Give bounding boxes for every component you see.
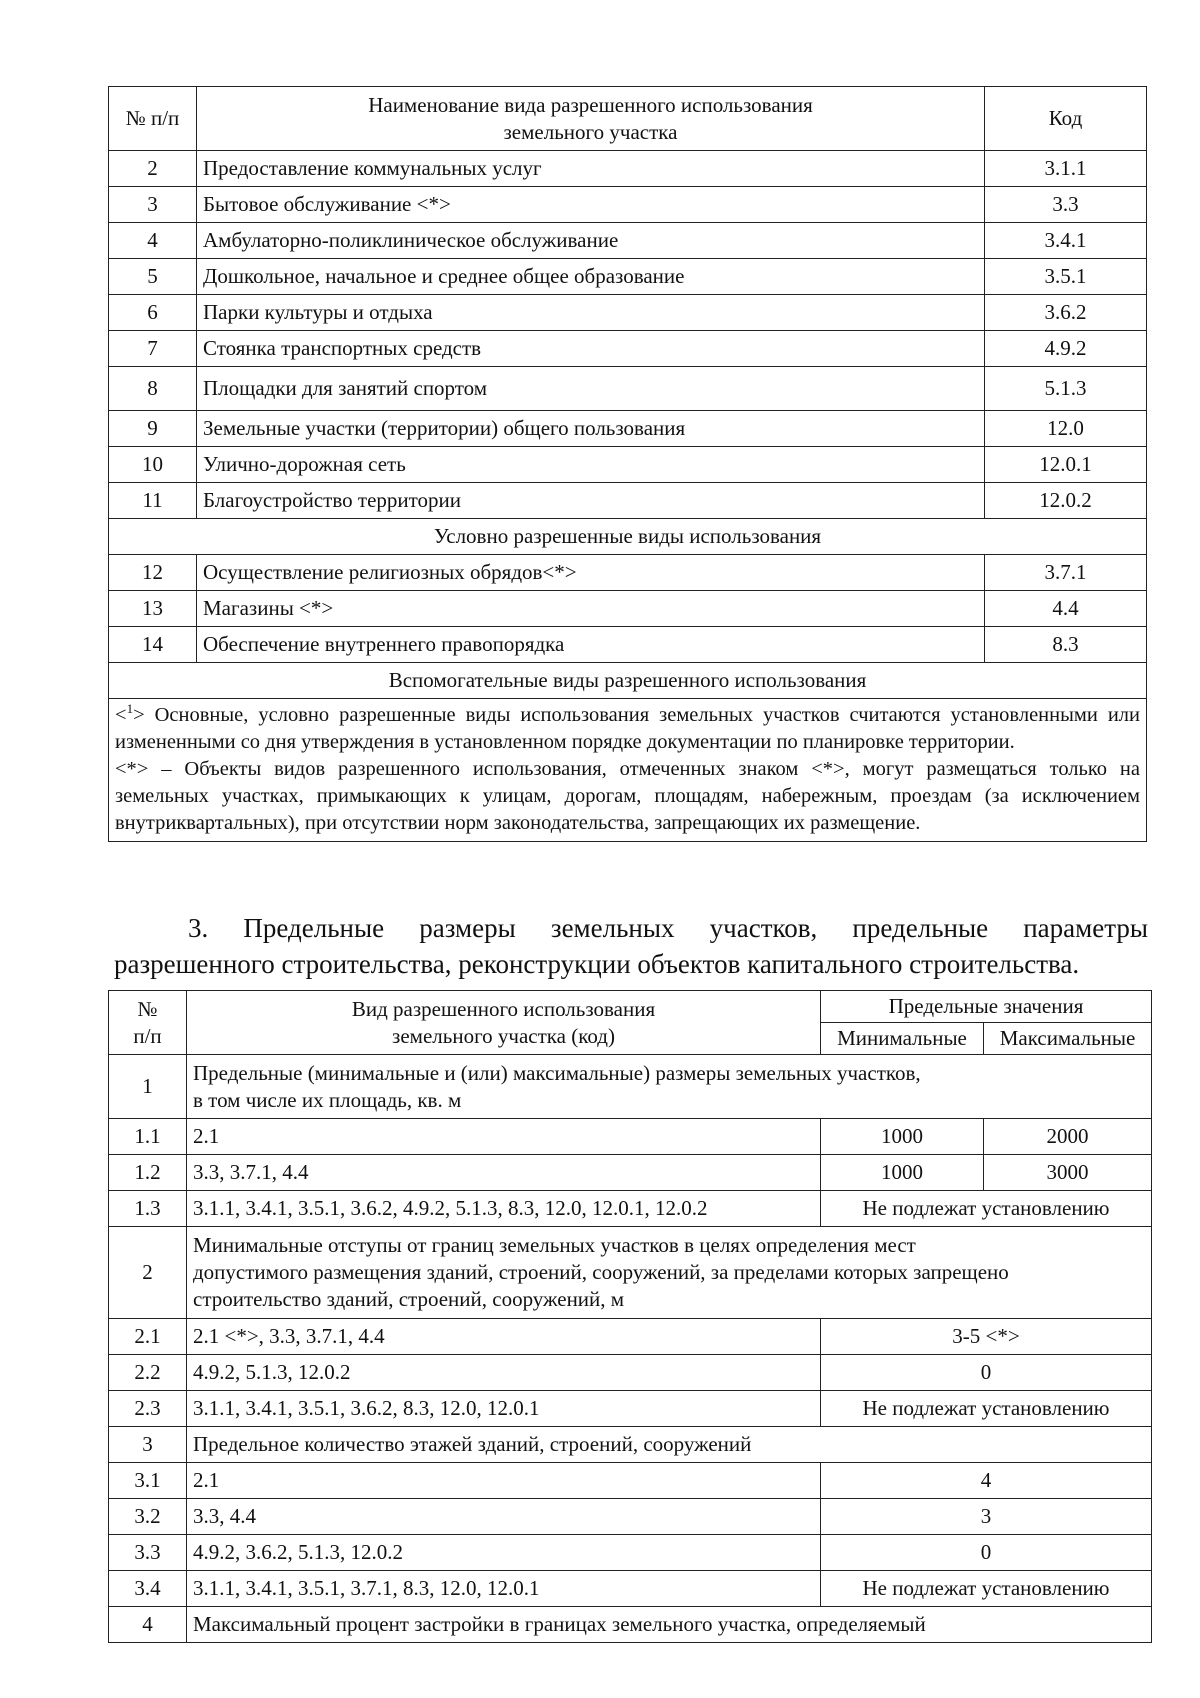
table-row: 11 Благоустройство территории 12.0.2 bbox=[109, 483, 1147, 519]
section-row: 3 Предельное количество этажей зданий, строений, сооружений bbox=[109, 1427, 1152, 1463]
table-header-row bbox=[109, 991, 1152, 1023]
section-row bbox=[109, 519, 1147, 555]
notes-row bbox=[109, 699, 1147, 842]
table-row: 3.4 3.1.1, 3.4.1, 3.5.1, 3.7.1, 8.3, 12.0, 12.0.1 Не подлежат установлению bbox=[109, 1571, 1152, 1607]
table-row: 2.3 3.1.1, 3.4.1, 3.5.1, 3.6.2, 8.3, 12.0, 12.0.1 Не подлежат установлению bbox=[109, 1391, 1152, 1427]
section-row: 4 Максимальный процент застройки в границах земельного участка, определяемый bbox=[109, 1607, 1152, 1643]
table-row: 12 Осуществление религиозных обрядов<*> 3.7.1 bbox=[109, 555, 1147, 591]
section-row: 1 Предельные (минимальные и (или) максимальные) размеры земельных участков, в том числе их площадь, кв. м bbox=[109, 1055, 1152, 1119]
header-limits: Предельные значения bbox=[821, 991, 1152, 1023]
section-row bbox=[109, 663, 1147, 699]
table-row: 8 Площадки для занятий спортом 5.1.3 bbox=[109, 367, 1147, 411]
table-row: 1.2 3.3, 3.7.1, 4.4 1000 3000 bbox=[109, 1155, 1152, 1191]
header-num: № п/п bbox=[109, 991, 187, 1055]
table-row: 2.2 4.9.2, 5.1.3, 12.0.2 0 bbox=[109, 1355, 1152, 1391]
table-header-row bbox=[109, 87, 1147, 151]
table-row: 2 Предоставление коммунальных услуг 3.1.1 bbox=[109, 151, 1147, 187]
section-row: 2 Минимальные отступы от границ земельных участков в целях определения мест допустимого размещения зданий, строений, сооружений, за пределами которых запрещено строительство зданий, строений, сооружений, м bbox=[109, 1227, 1152, 1319]
permitted-use-table bbox=[108, 86, 1147, 842]
table-row: 10 Улично-дорожная сеть 12.0.1 bbox=[109, 447, 1147, 483]
header-num: № п/п bbox=[109, 87, 197, 151]
table-row: 4 Амбулаторно-поликлиническое обслуживание 3.4.1 bbox=[109, 223, 1147, 259]
table-row: 13 Магазины <*> 4.4 bbox=[109, 591, 1147, 627]
footnotes bbox=[109, 699, 1147, 842]
table-row: 14 Обеспечение внутреннего правопорядка 8.3 bbox=[109, 627, 1147, 663]
table-row: 2.1 2.1 <*>, 3.3, 3.7.1, 4.4 3-5 <*> bbox=[109, 1319, 1152, 1355]
table-row: 5 Дошкольное, начальное и среднее общее образование 3.5.1 bbox=[109, 259, 1147, 295]
conditional-title: Условно разрешенные виды использования bbox=[109, 519, 1147, 555]
table-row: 9 Земельные участки (территории) общего пользования 12.0 bbox=[109, 411, 1147, 447]
section-3-heading: 3. Предельные размеры земельных участков, предельные параметры разрешенного строительства, реконструкции объектов капитального строительства. bbox=[114, 913, 1148, 979]
header-max: Максимальные bbox=[984, 1023, 1152, 1055]
header-name: Наименование вида разрешенного использования земельного участка bbox=[197, 87, 985, 151]
table-row: 3 Бытовое обслуживание <*> 3.3 bbox=[109, 187, 1147, 223]
limits-table bbox=[108, 990, 1152, 1643]
footnote-asterisk: <*> – Объекты видов разрешенного использования, отмеченных знаком <*>, могут размещаться только на земельных участках, примыкающих к улицам, дорогам, площадям, набережным, проездам (за исключением внутриквартальных), при отсутствии норм законодательства, запрещающих их размещение. bbox=[115, 758, 1140, 834]
header-code: Код bbox=[985, 87, 1147, 151]
table-row: 7 Стоянка транспортных средств 4.9.2 bbox=[109, 331, 1147, 367]
header-type: Вид разрешенного использования земельного участка (код) bbox=[187, 991, 821, 1055]
table-row: 1.1 2.1 1000 2000 bbox=[109, 1119, 1152, 1155]
header-min: Минимальные bbox=[821, 1023, 984, 1055]
footnote-1: <$^1$> Основные, условно разрешенные виды использования земельных участков считаются установленными или измененными со дня утверждения в установленном порядке документации по планировке территории. bbox=[115, 701, 1140, 753]
table-row: 1.3 3.1.1, 3.4.1, 3.5.1, 3.6.2, 4.9.2, 5.1.3, 8.3, 12.0, 12.0.1, 12.0.2 Не подлежат установлению bbox=[109, 1191, 1152, 1227]
auxiliary-title: Вспомогательные виды разрешенного использования bbox=[109, 663, 1147, 699]
table-row: 3.2 3.3, 4.4 3 bbox=[109, 1499, 1152, 1535]
table-row: 6 Парки культуры и отдыха 3.6.2 bbox=[109, 295, 1147, 331]
table-row: 3.1 2.1 4 bbox=[109, 1463, 1152, 1499]
table-row: 3.3 4.9.2, 3.6.2, 5.1.3, 12.0.2 0 bbox=[109, 1535, 1152, 1571]
